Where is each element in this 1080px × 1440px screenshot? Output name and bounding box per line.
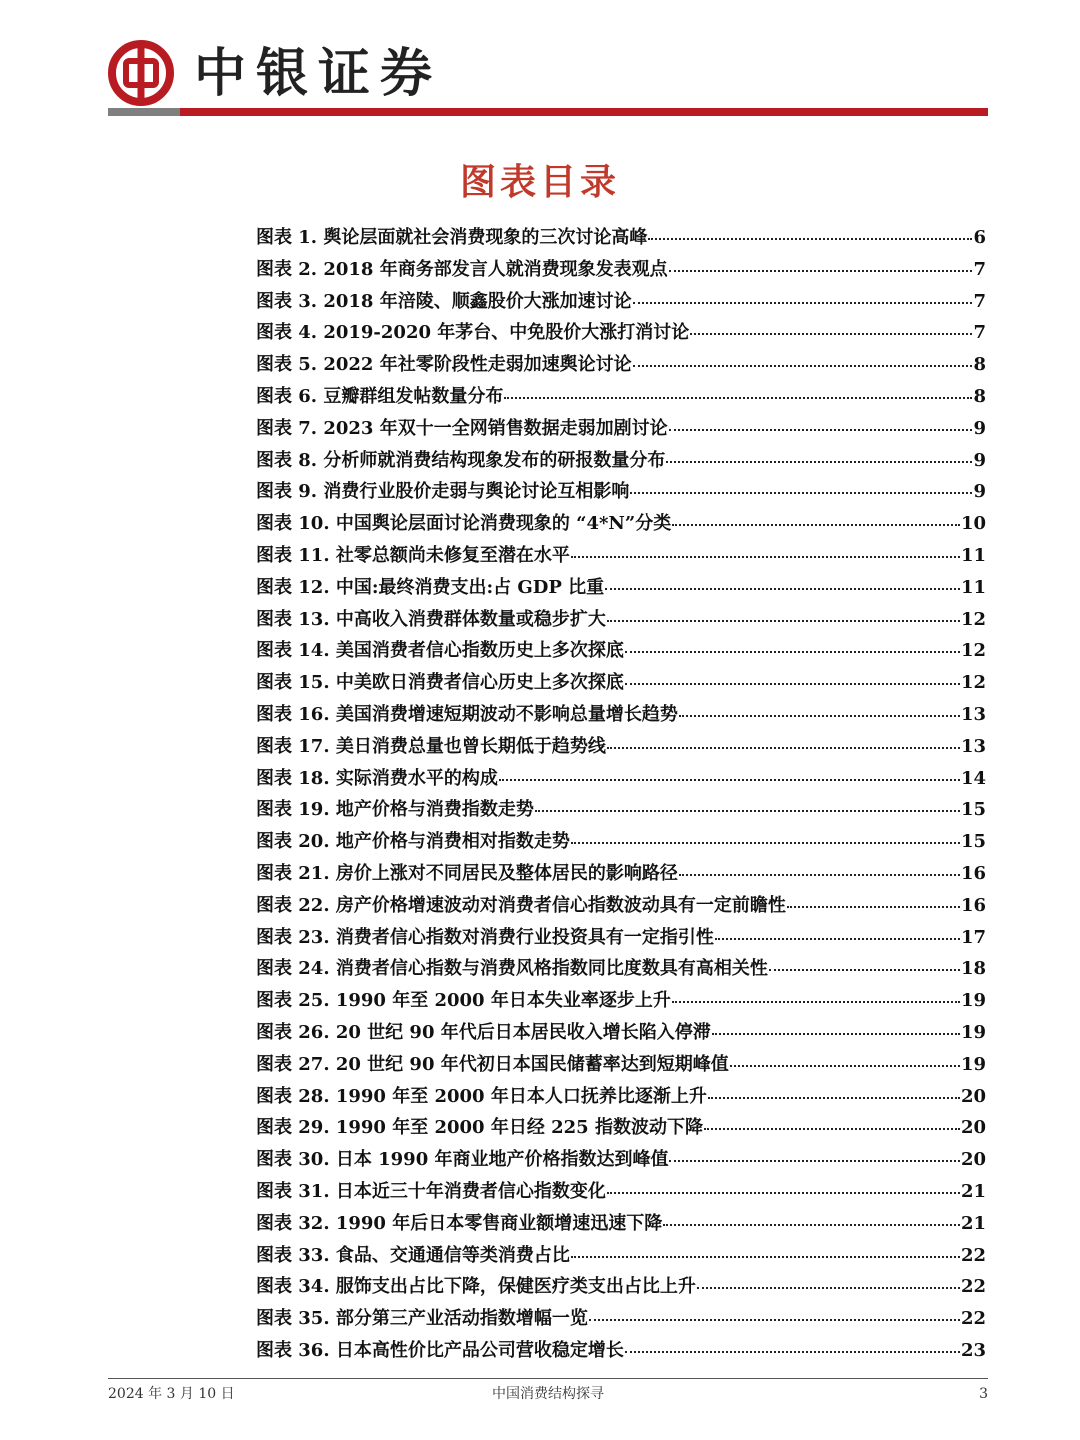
toc-leader-dots [663,1224,960,1226]
toc-entry-page: 20 [960,1085,986,1107]
toc-entry[interactable] [256,254,986,286]
toc-entry-label: 图表 35. 部分第三产业活动指数增幅一览 [256,1308,588,1330]
toc-entry[interactable] [256,1208,986,1240]
toc-leader-dots [669,429,973,431]
toc-leader-dots [630,492,972,494]
header-rule-red [180,108,988,116]
toc-entry-label: 图表 23. 消费者信心指数对消费行业投资具有一定指引性 [256,926,714,948]
toc-entry[interactable] [256,508,986,540]
header-rule-gray [108,108,180,116]
toc-entry[interactable] [256,540,986,572]
toc-entry-label: 图表 18. 实际消费水平的构成 [256,767,498,789]
toc-leader-dots [625,651,960,653]
toc-entry-page: 19 [960,1021,986,1043]
toc-leader-dots [679,874,960,876]
toc-entry[interactable] [256,667,986,699]
footer-date: 2024 年 3 月 10 日 [108,1386,235,1402]
toc-entry-label: 图表 5. 2022 年社零阶段性走弱加速舆论讨论 [256,354,632,376]
toc-entry-label: 图表 25. 1990 年至 2000 年日本失业率逐步上升 [256,990,671,1012]
bank-of-china-logo-icon [108,40,174,106]
toc-entry-label: 图表 11. 社零总额尚未修复至潜在水平 [256,544,570,566]
toc-entry-label: 图表 1. 舆论层面就社会消费现象的三次讨论高峰 [256,227,648,248]
toc-entry-page: 13 [960,703,986,725]
toc-entry[interactable] [256,890,986,922]
toc-leader-dots [571,556,960,558]
toc-entry-page: 12 [960,608,986,630]
toc-leader-dots [504,397,972,399]
toc-entry-page: 10 [960,513,986,535]
toc-entry[interactable] [256,794,986,826]
toc-entry-page: 7 [973,322,986,344]
toc-entry[interactable] [256,381,986,413]
toc-leader-dots [672,524,960,526]
toc-entry[interactable] [256,635,986,667]
toc-entry-label: 图表 30. 日本 1990 年商业地产价格指数达到峰值 [256,1149,669,1171]
toc-entry-page: 19 [960,1053,986,1075]
toc-leader-dots [625,683,960,685]
toc-entry-label: 图表 9. 消费行业股价走弱与舆论讨论互相影响 [256,481,630,503]
toc-entry[interactable] [256,1017,986,1049]
toc-entry-label: 图表 6. 豆瓣群组发帖数量分布 [256,385,504,407]
toc-entry[interactable] [256,953,986,985]
toc-entry-page: 9 [973,417,986,439]
toc-entry-page: 17 [960,926,986,948]
toc-entry-page: 23 [960,1339,986,1361]
toc-leader-dots [571,1256,960,1258]
toc-leader-dots [648,238,972,240]
footer-divider [108,1378,988,1379]
toc-leader-dots [535,810,960,812]
toc-leader-dots [589,1319,960,1321]
toc-entry-page: 15 [960,799,986,821]
toc-leader-dots [499,779,960,781]
toc-entry-label: 图表 29. 1990 年至 2000 年日经 225 指数波动下降 [256,1117,703,1139]
toc-leader-dots [697,1287,960,1289]
toc-entry-page: 15 [960,831,986,853]
toc-entry[interactable] [256,1049,986,1081]
toc-entry-label: 图表 24. 消费者信心指数与消费风格指数同比度数具有高相关性 [256,958,768,980]
toc-entry-label: 图表 16. 美国消费增速短期波动不影响总量增长趋势 [256,703,678,725]
toc-entry-page: 16 [960,862,986,884]
toc-entry-page: 19 [960,990,986,1012]
footer-page-number: 3 [979,1386,988,1402]
toc-entry[interactable] [256,1176,986,1208]
toc-entry-label: 图表 32. 1990 年后日本零售商业额增速迅速下降 [256,1212,663,1234]
toc-entry[interactable] [256,1240,986,1272]
toc-entry-page: 20 [960,1149,986,1171]
toc-leader-dots [607,1192,960,1194]
toc-entry[interactable] [256,699,986,731]
toc-entry-page: 20 [960,1117,986,1139]
toc-entry-page: 22 [960,1308,986,1330]
toc-entry[interactable] [256,1303,986,1335]
toc-entry[interactable] [256,413,986,445]
toc-entry[interactable] [256,731,986,763]
toc-entry-label: 图表 20. 地产价格与消费相对指数走势 [256,831,570,853]
toc-entry[interactable] [256,922,986,954]
toc-entry-label: 图表 26. 20 世纪 90 年代后日本居民收入增长陷入停滞 [256,1021,711,1043]
toc-entry[interactable] [256,286,986,318]
toc-leader-dots [672,1001,960,1003]
toc-entry-label: 图表 36. 日本高性价比产品公司营收稳定增长 [256,1339,624,1361]
toc-leader-dots [633,302,973,304]
toc-leader-dots [715,938,960,940]
page-footer [108,1384,988,1406]
toc-entry-page: 11 [960,576,986,598]
toc-entry-page: 21 [960,1212,986,1234]
toc-leader-dots [571,842,960,844]
toc-entry-label: 图表 7. 2023 年双十一全网销售数据走弱加剧讨论 [256,417,668,439]
toc-leader-dots [607,620,960,622]
toc-leader-dots [730,1065,960,1067]
toc-leader-dots [712,1033,960,1035]
footer-doc-title: 中国消费结构探寻 [492,1386,604,1402]
toc-leader-dots [708,1097,960,1099]
toc-entry[interactable] [256,222,986,254]
toc-entry-label: 图表 10. 中国舆论层面讨论消费现象的 “4*N”分类 [256,513,672,535]
toc-entry-label: 图表 31. 日本近三十年消费者信心指数变化 [256,1180,606,1202]
toc-entry-page: 22 [960,1276,986,1298]
toc-entry-page: 9 [973,481,986,503]
toc-leader-dots [633,365,973,367]
toc-entry-page: 12 [960,672,986,694]
toc-entry[interactable] [256,476,986,508]
toc-entry-label: 图表 27. 20 世纪 90 年代初日本国民储蓄率达到短期峰值 [256,1053,729,1075]
toc-leader-dots [769,969,960,971]
toc-leader-dots [666,461,972,463]
toc-entry-page: 9 [973,449,986,471]
toc-entry[interactable] [256,1081,986,1113]
toc-entry-label: 图表 34. 服饰支出占比下降，保健医疗类支出占比上升 [256,1276,696,1298]
toc-entry[interactable] [256,826,986,858]
toc-entry-page: 7 [973,258,986,280]
page-title: 图表目录 [459,161,620,203]
toc-leader-dots [605,588,960,590]
toc-entry-label: 图表 17. 美日消费总量也曾长期低于趋势线 [256,735,606,757]
toc-leader-dots [679,715,960,717]
toc-entry[interactable] [256,1335,986,1367]
toc-entry-label: 图表 2. 2018 年商务部发言人就消费现象发表观点 [256,258,668,280]
toc-entry-label: 图表 14. 美国消费者信心指数历史上多次探底 [256,640,624,662]
toc-leader-dots [669,1160,959,1162]
toc-entry-page: 13 [960,735,986,757]
toc-entry[interactable] [256,1112,986,1144]
toc-entry[interactable] [256,1144,986,1176]
brand-name: 中银证券 [194,43,443,104]
toc-entry[interactable] [256,763,986,795]
toc-entry-page: 7 [973,290,986,312]
toc-entry-label: 图表 21. 房价上涨对不同居民及整体居民的影响路径 [256,862,678,884]
toc-entry[interactable] [256,572,986,604]
toc-entry-page: 11 [960,544,986,566]
toc-leader-dots [607,747,960,749]
toc-entry[interactable] [256,349,986,381]
toc-leader-dots [787,906,960,908]
figure-table-of-contents [256,222,986,1367]
toc-entry[interactable] [256,1271,986,1303]
toc-entry-label: 图表 12. 中国:最终消费支出:占 GDP 比重 [256,576,605,598]
toc-entry[interactable] [256,858,986,890]
toc-entry-label: 图表 22. 房产价格增速波动对消费者信心指数波动具有一定前瞻性 [256,894,786,916]
toc-entry-page: 22 [960,1244,986,1266]
toc-entry-page: 16 [960,894,986,916]
toc-entry[interactable] [256,445,986,477]
toc-entry-page: 8 [973,354,986,376]
toc-entry-label: 图表 28. 1990 年至 2000 年日本人口抚养比逐渐上升 [256,1085,707,1107]
toc-entry-page: 8 [973,385,986,407]
toc-entry-page: 18 [960,958,986,980]
toc-entry[interactable] [256,317,986,349]
toc-entry-page: 21 [960,1180,986,1202]
toc-entry-label: 图表 19. 地产价格与消费指数走势 [256,799,534,821]
toc-entry-page: 14 [960,767,986,789]
toc-leader-dots [625,1351,960,1353]
toc-leader-dots [669,270,973,272]
toc-entry-label: 图表 4. 2019-2020 年茅台、中免股价大涨打消讨论 [256,322,690,344]
toc-entry-label: 图表 15. 中美欧日消费者信心历史上多次探底 [256,672,624,694]
toc-entry-label: 图表 13. 中高收入消费群体数量或稳步扩大 [256,608,606,630]
toc-entry-page: 12 [960,640,986,662]
toc-leader-dots [704,1128,960,1130]
toc-entry-page: 6 [973,227,986,248]
toc-entry[interactable] [256,985,986,1017]
toc-entry[interactable] [256,604,986,636]
toc-entry-label: 图表 3. 2018 年涪陵、顺鑫股价大涨加速讨论 [256,290,632,312]
toc-entry-label: 图表 8. 分析师就消费结构现象发布的研报数量分布 [256,449,666,471]
toc-entry-label: 图表 33. 食品、交通通信等类消费占比 [256,1244,570,1266]
toc-leader-dots [690,333,972,335]
